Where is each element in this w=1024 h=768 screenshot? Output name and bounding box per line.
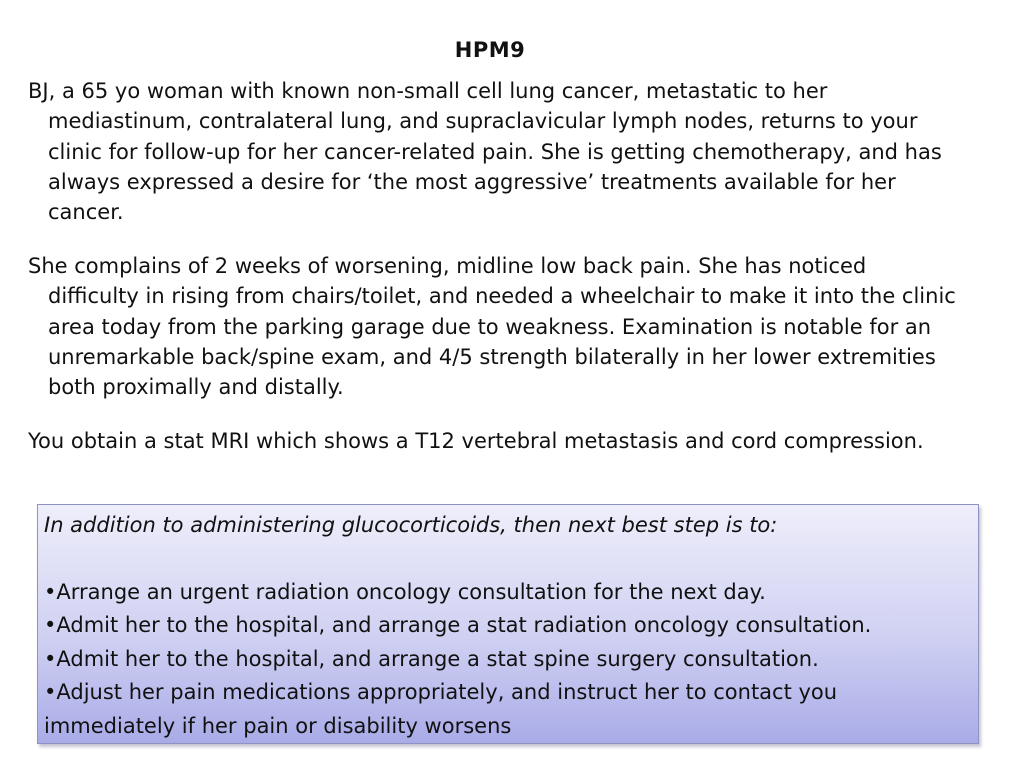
slide-title [0, 38, 980, 62]
case-paragraph-imaging: You obtain a stat MRI which shows a T12 vertebral metastasis and cord compression. [28, 429, 924, 453]
question-box [37, 504, 979, 744]
answer-option-c: •Admit her to the hospital, and arrange a stat spine surgery consultation. [44, 646, 819, 671]
case-paragraph-history: BJ, a 65 yo woman with known non-small cell lung cancer, metastatic to her mediastinum, contralateral lung, and supraclavicular lymph nodes, returns to your clinic for follow-up for her cancer-related pain. She is getting chemotherapy, and has always expressed a desire for ‘the most aggressive’ treatments available for her cancer. [28, 79, 942, 225]
answer-option-a: •Arrange an urgent radiation oncology consultation for the next day. [44, 579, 766, 604]
question-spacer [44, 543, 972, 576]
answer-option-d: •Adjust her pain medications appropriately, and instruct her to contact you immediately if her pain or disability worsens [44, 680, 838, 738]
answer-option-b: •Admit her to the hospital, and arrange a stat radiation oncology consultation. [44, 613, 872, 637]
slide-title-text: HPM9 [454, 38, 526, 62]
question-stem: In addition to administering glucocorticoids, then next best step is to: [44, 513, 778, 537]
case-paragraph-symptoms: She complains of 2 weeks of worsening, midline low back pain. She has noticed difficulty in rising from chairs/toilet, and needed a wheelchair to make it into the clinic area today from the parking garage due to weakness. Examination is notable for an unremarkable back/spine exam, and 4/5 strength bilaterally in her lower extremities both proximally and distally. [28, 254, 956, 400]
